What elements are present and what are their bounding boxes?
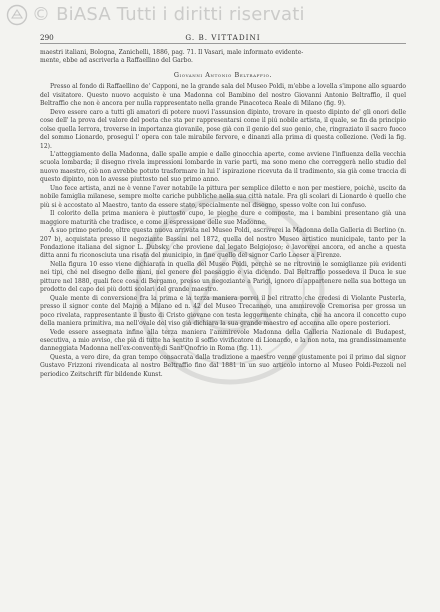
paragraph: Nella figura 10 esso viene dichiarata in quella del Museo Poldi, perchè se ne ritrovino le somiglianze più evidenti nei tipi, ché nel disegno delle mani, nel genere del paesaggio e via dicendo. Dal Beltraffio possedeva il Duca le sue pitture nel 1880, quali fece cosa di Bergamo, presso un negoziante a Parigi, ignoro di appartenere nella sua bottega un prodotto del capo dei più dotti scolari del grande maestro. xyxy=(40,260,406,294)
paragraph: Il colorito della prima maniera è piuttosto cupo, le pieghe dure e composte, ma i bambini presentano già una maggiore maturità che tradisce, e come il espressione delle sue Madonne. xyxy=(40,210,406,226)
page-number: 290 xyxy=(40,33,54,42)
intro-line: maestri italiani, Bologna, Zanichelli, 1886, pag. 71. Il Vasari, male informato evidente- xyxy=(40,49,304,56)
header-rule xyxy=(40,43,406,44)
body-text xyxy=(40,49,406,379)
paragraph: Questa, a vero dire, da gran tempo consacrata dalla tradizione a maestro venne giustamente poi il primo dal signor Gustavo Frizzoni rivendicata al nostro Beltraffio fino dal 1881 in un suo articolo intorno al Museo Poldi-Pezzoli nel periodico Zeitschrift für bildende Kunst. xyxy=(40,353,406,378)
paragraph: A suo primo periodo, oltre questa nuova arrivata nel Museo Poldi, ascriverei la Madonna della Galleria di Berlino (n. 207 b), acquistata presso il negoziante Bassini nel 1872, quella del nostro Museo artistico municipale, tanto per la Fondazione italiana del signor L. Dubsky, che proviene dal legato Belgiojoso; e lavorerei ancora, ed anche a questa ditta anni fu riconosciuta una risata del municipio, in fine quello del signor Carlo Loeser a Firenze. xyxy=(40,227,406,260)
section-title: Giovanni Antonio Beltraffio. xyxy=(173,70,273,79)
paragraph: Uno fece artista, anzi ne è venne l'aver notabile la pittura per semplice diletto e non per mestiere, poichè, uscito da nobile famiglia milanese, sempre molte cariche pubbliche nella sua città natale. Fra gli scolari di Lionardo è quello che più si è accostato al Maestro, tanto da essere stato, specialmente nel disegno, spesso volte con lui confuso. xyxy=(40,184,406,209)
paragraph: Presso al fondo di Raffaellino de' Capponi, ne la grande sala del Museo Poldi, m'ebbe a lovella s'impone allo sguardo del visitatore. Questo nuovo acquisto è una Madonna col Bambino del nostro Giovanni Antonio Beltraffio, il quel Beltraffio che non è ancora per nulla rappresentato nella grande Pinacoteca Reale di Milano (fig. 9). xyxy=(40,83,406,108)
paragraph: Vede essere assegnata infine alla terza maniera l'ammirevole Madonna della Galleria Nazionale di Budapest, esecutiva, a mio avviso, che pià di tutte ha sentito il soffio vivificatore di Lionardo, e la non nota, ma grandissimamente danneggiata Madonna nell'ex-convento di Sant'Onofrio in Roma (fig. 11). xyxy=(40,328,406,353)
paragraph: L'atteggiamento della Madonna, dalle spalle ampie e dalle ginocchia aperte, come avviene l'influenza della vecchia scuola lombarda; il disegno rivela impressioni lombarde in varie parti, ma sono meno che correggerà nello studio del nuovo maestro, ciò non avrebbe potuto trasformare in lui l' ispirazione ricevuta da il tradimento, sia già come traccia di questo dipinto, non lo avesse piuttosto nel suo primo anno. xyxy=(40,150,406,184)
paragraph: Devo essere caro a tutti gli amatori di potere nuovi l'assunsion dipinto, trovare in questo dipinto de' gli onori delle cose dell' la prova del valore del poeta che sta per rappresentarsi come il piú nobile artista, il quale, se fin da principio colse quella Ierrora, troverse in importanza giovanile, pose già con il genio del suo genio, che, ringraziato il sacro fuoco del sommo Lionardo, proseguì l' opera con tale mirabile fervore, e dinanzi alla prima di questa collezione. (Vedi la fig. 12). xyxy=(40,108,406,150)
intro-line: mente, ebbe ad ascriverla a Raffaellino del Garbo. xyxy=(40,57,193,65)
watermark-text: © BiASA Tutti i diritti riservati xyxy=(32,4,305,25)
paragraph: Quale mente di conversione fra la prima e la terza maniera porrei il bel ritratto che credesi di Violante Pusterla, presso il signor conte del Majno a Milano ed n. 42 del Museo Trecanneo, una ammirevole Cremorisa per grossa un poco rivelata, rappresentante il busto di Cristo giovane con testa leggermente chinata, che ha ancora il concetto cupo della maniera primitiva, ma nell'ovale del viso già dichiara la sua grande maestro ed accenna alle opere posteriori. xyxy=(40,294,406,328)
running-head-author: G. B. VITTADINI xyxy=(185,33,261,42)
biasa-logo-icon xyxy=(6,4,28,26)
